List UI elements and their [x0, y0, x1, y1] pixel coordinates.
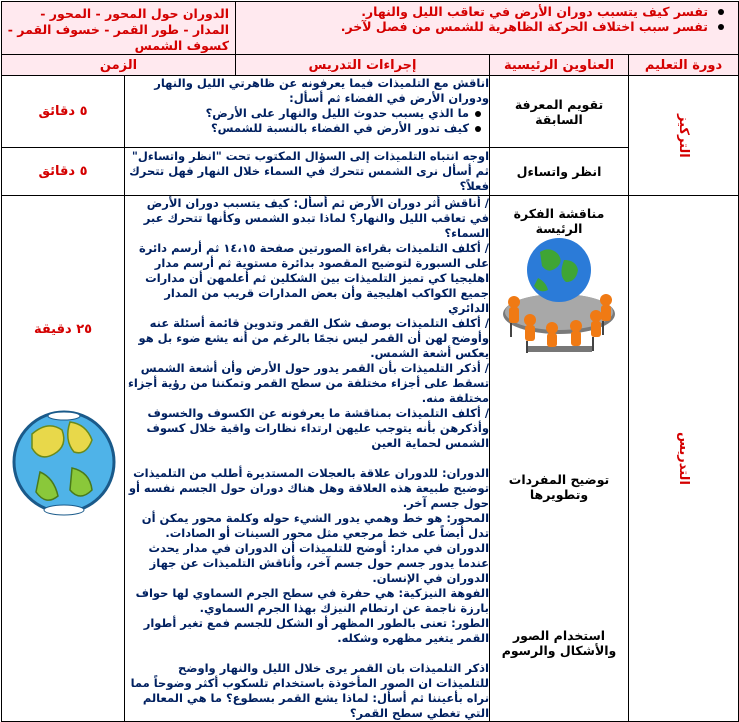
row3-time: ٢٥ دقيقة [33, 322, 93, 337]
goal-item [240, 4, 724, 19]
teamwork-globe-icon [500, 230, 618, 368]
procedure-paragraph: / أذكر التلميذات بأن القمر يدور حول الأرض وأن أشعة الشمس تسقط على أجزاء مختلفة من سطح القمر وتمكننا من رؤية أجزاء مختلفة منه. [127, 361, 490, 405]
cartoon-globe-image [10, 342, 118, 622]
row3-title-vocabulary: توضيح المفردات وتطويرها [508, 472, 610, 502]
procedure-paragraph: الدوران في مدار: أوضح للتلميذات أن الدوران في مدار يحدث عندما يدور جسم حول جسم آخر، وأناقش التلميذات عن جهاز الدوران في الإنسان. [148, 541, 490, 585]
spacer [125, 646, 489, 661]
procedure-paragraph: / أكلف التلميذات بمناقشة ما يعرفونه عن الكسوف والخسوف وأذكرهن بأنه يتوجب عليهن ارتداء نظارات واقية خلال كسوف الشمس لحماية العين [146, 406, 490, 450]
concepts-text: الدوران حول المحور - المحور - المدار - طور القمر - خسوف القمر - كسوف الشمس [7, 6, 230, 53]
procedure-paragraph: / أناقش أثر دوران الأرض ثم أسأل: كيف يتسبب دوران الأرض في تعاقب الليل والنهار؟ لماذا تبدو الشمس وكأنها تتحرك عبر السماء؟ [143, 196, 490, 240]
row3-title-main-idea: مناقشة الفكرة الرئيسة [513, 206, 605, 236]
procedure-paragraph: الفوهة النيزكية: هي حفرة في سطح الجرم السماوي لها حواف بارزة ناجمة عن ارتطام النيزك بهذا الجرم السماوي. [135, 586, 490, 615]
phase-focus-cell [629, 76, 739, 196]
procedure-paragraph: الطور: تعنى بالطور المظهر أو الشكل للجسم فمع تغير أطوار القمر يتغير مظهره وشكله. [143, 616, 490, 645]
row3-title-images: استخدام الصور والأشكال والرسوم [501, 628, 617, 658]
bullet-icon [718, 24, 724, 30]
goals-list [236, 2, 738, 34]
concepts-box [2, 2, 236, 55]
row2-line: ثم أسأل نرى الشمس تتحرك في السماء خلال النهار فهل تتحرك فعلاً؟ [129, 164, 490, 193]
goals-box [236, 2, 739, 55]
phase-focus-label: التركيز [676, 113, 692, 158]
row3-titles-cell [490, 196, 629, 722]
bullet-icon [718, 9, 724, 15]
lesson-plan-table [1, 1, 739, 722]
row1-procedures [125, 76, 490, 148]
phase-teaching-label: التدريس [676, 432, 692, 485]
procedure-paragraph: الدوران: للدوران علاقة بالعجلات المستديرة أطلب من التلميذات توضيح طبيعة هذه العلاقة وهل هناك دوران حول الجسم نفسه أو حول جسم آخر. [128, 466, 490, 510]
goal-item [240, 19, 724, 34]
lesson-plan [1, 1, 738, 720]
procedure-paragraph: المحور: هو خط وهمي يدور الشيء حوله وكلمة محور يمكن أن تدل أيضاً على خط مرجعي مثل محور السينات أو الصادات. [141, 511, 490, 540]
row1-question [125, 121, 489, 136]
row1-time: ٥ دقائق [2, 76, 125, 148]
row1-title: تقويم المعرفة السابقة [490, 76, 629, 148]
row1-intro: اناقش مع التلميذات فيما يعرفونه عن ظاهرتي الليل والنهار ودوران الأرض في الفضاء ثم أسأل: [154, 76, 490, 105]
header-cycle: دورة التعليم [629, 55, 739, 76]
row1-question [125, 106, 489, 121]
row3-procedures [125, 196, 490, 722]
question-text: كيف تدور الأرض في الفضاء بالنسبة للشمس؟ [210, 121, 470, 135]
teamwork-globe-image [500, 230, 618, 368]
question-text: ما الذي يسبب حدوث الليل والنهار على الأرض؟ [205, 106, 470, 120]
header-procedures: إجراءات التدريس [236, 55, 490, 76]
row2-line: اوجه انتباه التلميذات إلى السؤال المكتوب تحت "انظر واتساءل" [131, 149, 490, 163]
cartoon-globe-icon [10, 342, 118, 622]
row2-time: ٥ دقائق [2, 148, 125, 196]
row2-title: انظر واتساءل [490, 148, 629, 196]
phase-teaching-cell [629, 196, 739, 722]
bullet-icon [475, 111, 481, 117]
row2-procedures [125, 148, 490, 196]
goal-text: تفسر كيف يتسبب دوران الأرض في تعاقب الليل والنهار. [361, 4, 709, 19]
procedure-paragraph: / أكلف التلميذات بقراءة الصورتين صفحة ١٤،١٥ ثم أرسم دائرة على السبورة لتوضيح المقصود بدائرة مستوية ثم أرسم مدار اهليجيا كي تميز التلميذات بين الشكلين ثم أعلمهن أن مدارات جميع الكواكب اهليجية وأن بعض المدارات قريب من المدار الدائري [138, 241, 490, 315]
header-time: الزمن [2, 55, 236, 76]
procedure-paragraph: / أكلف التلميذات بوصف شكل القمر وتدوين قائمة أسئلة عنه وأوضح لهن أن القمر ليس نجمًا بالرغم من أنه يشع ضوء بل هو يعكس أشعة الشمس. [138, 316, 490, 360]
header-titles: العناوين الرئيسية [490, 55, 629, 76]
procedure-paragraph: اذكر التلميذات بان القمر يرى خلال الليل والنهار واوضح للتلميذات ان الصور المأخوذة باستخدام تلسكوب أكثر وضوحاً مما نراه بأعيننا ثم أسأل: لماذا يشع القمر بسطوع؟ ما هي المعالم التي تغطي سطح القمر؟ [130, 661, 490, 720]
bullet-icon [475, 126, 481, 132]
goal-text: تفسر سبب اختلاف الحركة الظاهرية للشمس من فصل لآخر. [340, 19, 709, 34]
spacer [125, 451, 489, 466]
row3-time-cell [2, 196, 125, 722]
